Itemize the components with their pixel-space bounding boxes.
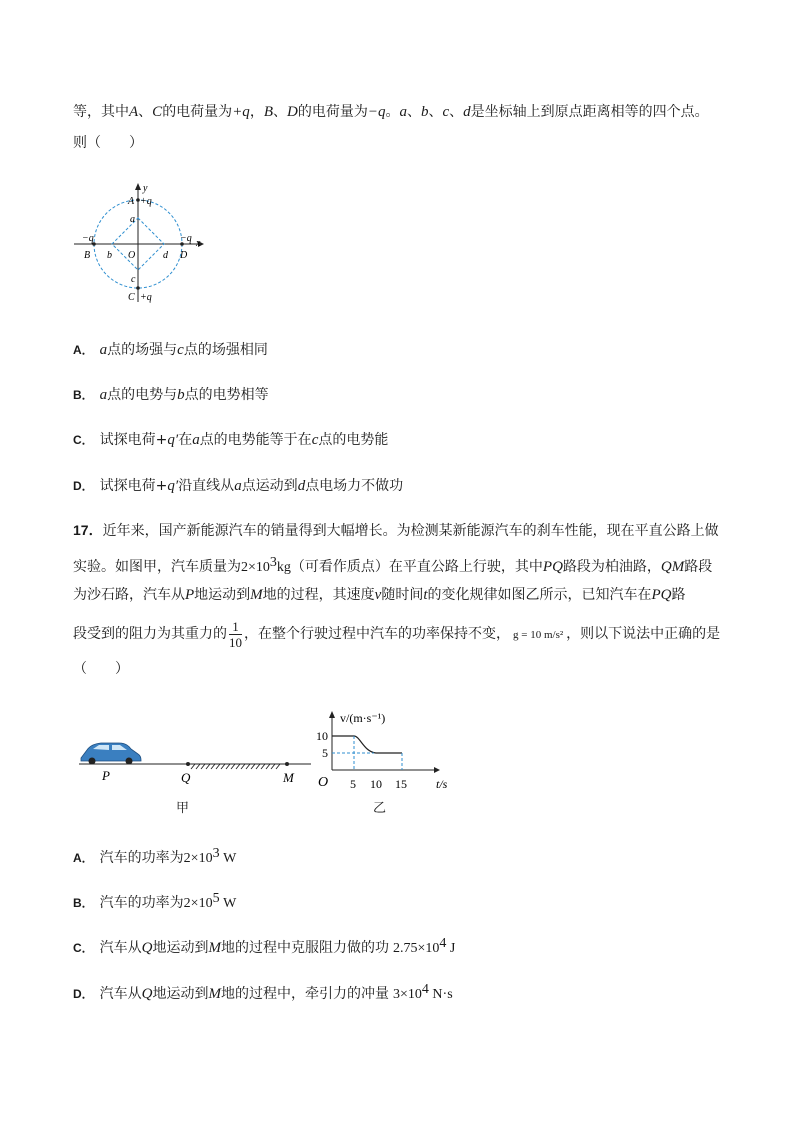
option-letter: A． — [73, 851, 94, 865]
charge-square-figure — [70, 180, 210, 306]
text: 为沙石路，汽车从 — [73, 587, 185, 603]
text: 点电场力不做功 — [305, 478, 404, 494]
var: PQ — [651, 587, 672, 603]
value: 3×10 — [393, 987, 422, 1002]
var: a — [99, 342, 108, 358]
q17-line-2 — [73, 553, 712, 578]
label-c: c — [131, 274, 136, 285]
segment-PQ: PQ — [542, 559, 563, 575]
q17-option-B[interactable] — [73, 889, 236, 914]
option-letter: C． — [73, 433, 94, 447]
t-axis-arrow-icon — [434, 767, 440, 773]
q16-option-B[interactable] — [73, 385, 269, 405]
option-letter: A． — [73, 343, 94, 357]
var: a — [99, 387, 108, 403]
text: 汽车的功率为 — [99, 850, 184, 866]
text: 随时间 — [381, 587, 424, 603]
text: 近年来，国产新能源汽车的销量得到大幅增长。为检测某新能源汽车的刹车性能，现在平直公路上做 — [102, 523, 719, 539]
charge-value-negative: −q — [367, 104, 386, 120]
exponent: 3 — [212, 846, 220, 861]
charge-label-B: B — [263, 104, 273, 120]
gravel-road-hatching — [191, 764, 280, 769]
var: b — [177, 387, 185, 403]
exponent: 3 — [269, 555, 277, 570]
text: 地的过程中克服阻力做的功 — [221, 940, 390, 956]
tick-t10: 10 — [370, 777, 382, 791]
text: ，在整个行驶过程中汽车的功率保持不变， — [244, 626, 510, 642]
label-Q: Q — [181, 770, 191, 785]
text: 点的场强相同 — [183, 342, 268, 358]
label-b: b — [107, 250, 112, 261]
text: 地运动到 — [152, 940, 209, 956]
option-letter: D． — [73, 987, 94, 1001]
var: q′ — [167, 432, 179, 448]
road-figure — [75, 736, 315, 792]
text: 、 — [272, 104, 287, 120]
label-A-charge: +q — [140, 196, 152, 207]
exponent: 4 — [421, 982, 429, 997]
text: 的电荷量为 — [297, 104, 368, 120]
text: 、 — [138, 104, 153, 120]
text: 试探电荷+ — [99, 432, 168, 448]
mass-value: 2×10 — [241, 560, 270, 575]
charge-label-D: D — [286, 104, 298, 120]
text: 地运动到 — [194, 587, 251, 603]
tick-t5: 5 — [350, 777, 356, 791]
unit: J — [446, 941, 456, 956]
text: 、 — [449, 104, 464, 120]
q17-line-4 — [73, 617, 720, 652]
var: M — [250, 587, 263, 603]
text: 、 — [406, 104, 421, 120]
y-axis-arrow-icon — [135, 183, 141, 190]
var: a — [192, 432, 200, 448]
var: d — [297, 478, 306, 494]
var: P — [185, 587, 195, 603]
var: v — [374, 587, 382, 603]
text: 汽车的功率为 — [99, 895, 184, 911]
option-letter: B． — [73, 388, 94, 402]
q17-option-C[interactable] — [73, 934, 455, 959]
text: ，则以下说法中正确的是 — [566, 626, 721, 642]
option-letter: D． — [73, 479, 94, 493]
var: Q — [141, 940, 153, 956]
text: 点运动到 — [241, 478, 298, 494]
point-label-d: d — [463, 104, 471, 120]
text: 在 — [178, 432, 193, 448]
tick-t15: 15 — [395, 777, 407, 791]
point-label-b: b — [420, 104, 429, 120]
v-axis-arrow-icon — [329, 711, 335, 718]
charge-label-A: A — [129, 104, 139, 120]
label-A: A — [128, 196, 135, 207]
car-icon — [81, 743, 141, 765]
point-M-dot — [285, 762, 289, 766]
text: 点的电势与 — [107, 387, 178, 403]
var: c — [177, 342, 184, 358]
var: a — [234, 478, 242, 494]
text: 的电荷量为 — [162, 104, 233, 120]
origin-label: O — [318, 775, 329, 790]
charge-label-C: C — [152, 104, 163, 120]
question-number: 17． — [73, 522, 103, 538]
text: 的变化规律如图乙所示，已知汽车在 — [427, 587, 652, 603]
y-axis-label: y — [143, 183, 148, 194]
unit: W — [219, 851, 237, 866]
label-C-charge: +q — [140, 292, 152, 303]
text: 地的过程，其速度 — [262, 587, 375, 603]
text: 汽车从 — [99, 986, 142, 1002]
option-letter: B． — [73, 896, 94, 910]
tick-v10: 10 — [316, 729, 328, 743]
velocity-time-graph — [314, 706, 464, 796]
label-P: P — [102, 768, 110, 783]
var: Q — [141, 986, 153, 1002]
text: ， — [249, 104, 264, 120]
label-D-charge: −q — [180, 233, 192, 244]
q16-option-D[interactable] — [73, 476, 403, 496]
label-d: d — [163, 250, 168, 261]
text: 路 — [671, 587, 686, 603]
text: 实验。如图甲，汽车质量为 — [73, 559, 241, 575]
label-C: C — [128, 292, 135, 303]
text: 等，其中 — [73, 104, 129, 120]
label-D: D — [180, 250, 188, 261]
text: 试探电荷+ — [99, 478, 168, 494]
value: 2.75×10 — [393, 941, 440, 956]
text: 点的电势能等于在 — [199, 432, 312, 448]
label-M: M — [283, 770, 294, 785]
q17-choice-prompt: （ ） — [73, 661, 129, 677]
label-B: B — [84, 250, 91, 261]
exponent: 5 — [212, 891, 220, 906]
q17-option-D[interactable] — [73, 980, 453, 1005]
var: M — [208, 986, 222, 1002]
charge-C-dot — [136, 286, 140, 290]
var: c — [311, 432, 319, 448]
text: 点的电势相等 — [184, 387, 269, 403]
figure-caption-yi: 乙 — [373, 801, 387, 816]
option-letter: C． — [73, 941, 94, 955]
q16-option-C[interactable] — [73, 430, 388, 450]
text: 、 — [428, 104, 443, 120]
segment-QM: QM — [660, 559, 685, 575]
fraction-denominator: 10 — [229, 634, 242, 650]
q17-line-1 — [73, 520, 719, 541]
velocity-curve — [332, 736, 402, 753]
text: 。 — [385, 104, 400, 120]
point-label-a: a — [399, 104, 407, 120]
label-O: O — [128, 250, 136, 261]
text: 是坐标轴上到原点距离相等的四个点。 — [470, 104, 709, 120]
text: （可看作质点）在平直公路上行驶，其中 — [290, 559, 543, 575]
label-a: a — [130, 214, 135, 225]
var: q′ — [167, 478, 179, 494]
q16-option-A[interactable] — [73, 340, 268, 360]
text: 点的电势能 — [318, 432, 389, 448]
text: 沿直线从 — [178, 478, 235, 494]
q16-intro-line — [73, 102, 709, 122]
q17-line-3 — [73, 585, 686, 605]
text: 点的场强与 — [107, 342, 178, 358]
text: 汽车从 — [99, 940, 142, 956]
value: 2×10 — [183, 851, 213, 866]
text: 段受到的阻力为其重力的 — [73, 626, 227, 642]
fraction-numerator: 1 — [229, 619, 242, 635]
q16-choice-prompt: 则（ ） — [73, 135, 143, 151]
text: 路段为柏油路， — [562, 559, 661, 575]
text: 路段 — [684, 559, 713, 575]
label-B-charge: −q — [82, 233, 94, 244]
unit: kg — [276, 560, 291, 575]
text: 地的过程中，牵引力的冲量 — [221, 986, 390, 1002]
q17-option-A[interactable] — [73, 844, 236, 869]
value: 2×10 — [183, 896, 213, 911]
tick-v5: 5 — [322, 746, 328, 760]
point-label-c: c — [442, 104, 450, 120]
figure-caption-jia: 甲 — [176, 801, 190, 816]
unit: N·s — [428, 987, 453, 1002]
var: M — [208, 940, 222, 956]
x-axis-label: x — [196, 238, 201, 249]
unit: W — [219, 896, 237, 911]
exponent: 4 — [439, 936, 447, 951]
point-Q-dot — [186, 762, 190, 766]
gravity-value: g = 10 m/s² — [513, 629, 564, 641]
text: 地运动到 — [152, 986, 209, 1002]
charge-value-positive: +q — [232, 104, 250, 120]
t-axis-label: t/s — [436, 777, 448, 791]
var: t — [423, 587, 428, 603]
fraction-one-tenth — [229, 619, 242, 650]
v-axis-label: v/(m·s⁻¹) — [340, 711, 386, 725]
